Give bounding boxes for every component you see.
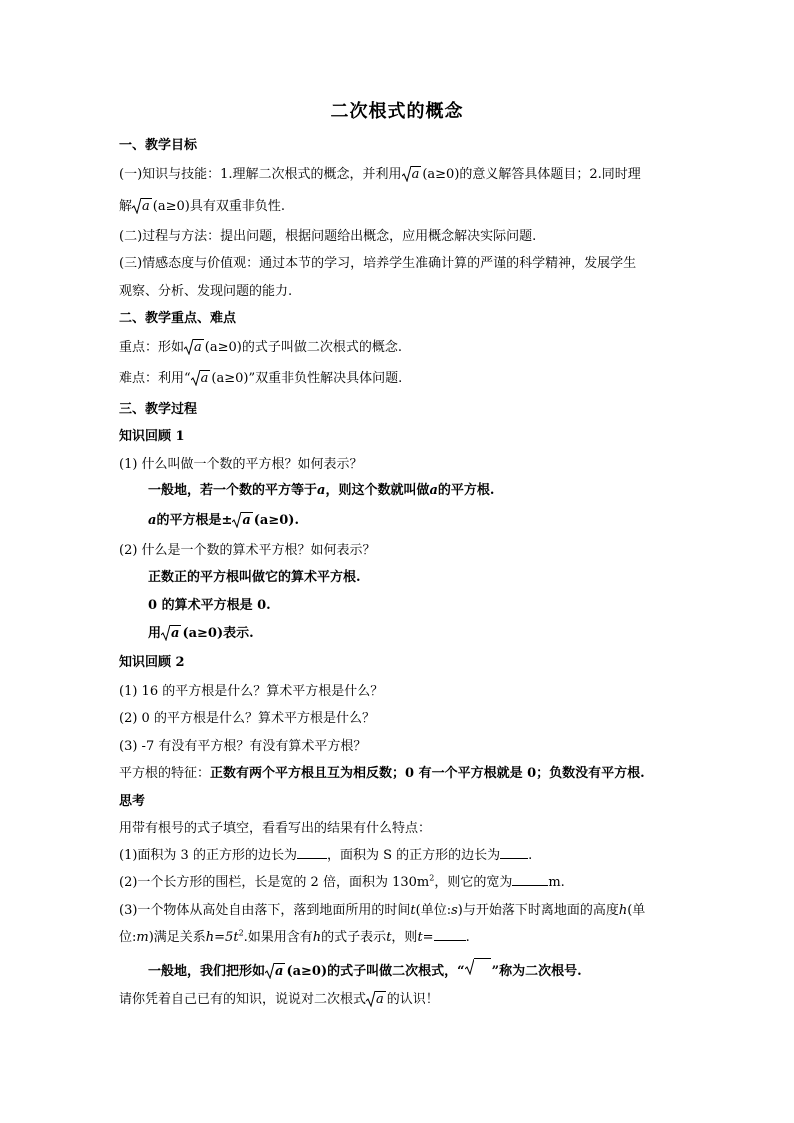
sqrt-arg: a (242, 513, 251, 528)
review-2-question-1: (1) 16 的平方根是什么？算术平方根是什么？ (119, 684, 384, 699)
text: m. (548, 875, 565, 890)
review-1-question-1: (1) 什么叫做一个数的平方根？如何表示？ (119, 457, 363, 472)
review-2-question-2: (2) 0 的平方根是什么？算术平方根是什么？ (119, 711, 375, 726)
fill-question-2 (119, 873, 565, 893)
var-h: h (312, 930, 322, 945)
superscript: 2 (429, 873, 435, 883)
answer-blank[interactable] (434, 928, 466, 941)
square-root-features (119, 764, 645, 784)
fill-question-1 (119, 846, 532, 866)
goal-attitude-line-1: (三)情感态度与价值观：通过本节的学习，培养学生准确计算的严谨的科学精神，发展学生 (119, 256, 637, 271)
goal-attitude-line-2: 观察、分析、发现问题的能力. (119, 284, 293, 299)
definition (148, 958, 582, 982)
superscript: 2 (238, 928, 244, 938)
text: 的平方根. (437, 483, 495, 498)
text: (单位: (415, 903, 452, 918)
goal-knowledge-line-1 (119, 165, 641, 185)
answer-blank[interactable] (512, 873, 548, 886)
review-1-heading: 知识回顾 1 (119, 429, 185, 444)
text: 一般地，我们把形如 (148, 964, 266, 979)
condition: (a≥0) (253, 513, 295, 528)
text: 一般地，若一个数的平方等于 (148, 483, 318, 498)
text: ”称为二次根号. (491, 964, 582, 979)
text: ，则 (391, 930, 418, 945)
answer-1a (148, 481, 494, 501)
var-t: t (386, 930, 392, 945)
radical-bar (474, 958, 491, 975)
condition: (a≥0) (182, 626, 224, 641)
sqrt-arg: a (376, 992, 384, 1007)
sqrt-symbol (366, 990, 386, 1010)
sqrt-symbol (132, 197, 152, 217)
sqrt-arg: a (275, 964, 284, 979)
sqrt-symbol (161, 624, 181, 644)
text: ，面积为 S 的正方形的边长为 (326, 848, 501, 863)
sqrt-symbol (232, 511, 252, 531)
text: 解 (119, 199, 133, 214)
text: 的认识！ (386, 992, 439, 1007)
sqrt-arg: a (142, 199, 150, 214)
condition: (a≥0) (211, 371, 249, 386)
sqrt-arg: a (194, 340, 202, 355)
text: 的式子叫做二次根式的概念. (241, 340, 402, 355)
text: 正数有两个平方根且互为相反数；0 有一个平方根就是 0；负数没有平方根. (210, 766, 645, 781)
fill-intro: 用带有根号的式子填空，看看写出的结果有什么特点： (119, 821, 432, 836)
condition: (a≥0) (152, 199, 190, 214)
text: . (465, 930, 470, 945)
text: )与开始落下时离地面的高度 (457, 903, 619, 918)
answer-2a: 正数正的平方根叫做它的算术平方根. (148, 570, 361, 585)
var-a: a (317, 483, 326, 498)
section-heading-process: 三、教学过程 (119, 402, 198, 417)
condition: (a≥0) (286, 964, 328, 979)
text: (一)知识与技能：1.理解二次根式的概念，并利用 (119, 167, 402, 182)
var-a: a (148, 513, 157, 528)
condition: (a≥0) (422, 167, 460, 182)
text: ，则它的宽为 (434, 875, 513, 890)
text: 用 (148, 626, 162, 641)
sqrt-symbol (184, 338, 204, 358)
answer-blank[interactable] (500, 846, 528, 859)
sqrt-symbol (402, 165, 422, 185)
text: 请你凭着自己已有的知识，说说对二次根式 (119, 992, 367, 1007)
text: 重点：形如 (119, 340, 185, 355)
review-1-question-2: (2) 什么是一个数的算术平方根？如何表示？ (119, 543, 376, 558)
unit-s: s (451, 903, 458, 918)
text: 难点：利用“ (119, 371, 191, 386)
answer-blank[interactable] (297, 846, 327, 859)
text: .如果用含有 (243, 930, 313, 945)
key-point (119, 338, 402, 358)
text: (2)一个长方形的围栏，长是宽的 2 倍，面积为 130m (119, 875, 430, 890)
sqrt-symbol (265, 962, 285, 982)
text: 具有双重非负性. (189, 199, 285, 214)
fill-question-3-line-2 (119, 928, 470, 948)
goal-process: (二)过程与方法：提出问题，根据问题给出概念，应用概念解决实际问题. (119, 229, 537, 244)
text: 位: (119, 930, 137, 945)
var-h: h (618, 903, 628, 918)
page-title: 二次根式的概念 (330, 101, 464, 122)
text: . (294, 513, 299, 528)
unit-m: m (136, 930, 149, 945)
text: 的意义解答具体题目；2.同时理 (459, 167, 641, 182)
sqrt-arg: a (200, 371, 209, 386)
text: (3)一个物体从高处自由落下，落到地面所用的时间 (119, 903, 411, 918)
closing-prompt (119, 990, 439, 1010)
sqrt-arg: a (171, 626, 180, 641)
text: )满足关系 (148, 930, 206, 945)
goal-knowledge-line-2 (119, 197, 285, 217)
formula: h=5t (205, 930, 239, 945)
sqrt-arg: a (411, 167, 420, 182)
text: 平方根的特征： (119, 766, 211, 781)
text: 的式子叫做二次根式，“ (327, 964, 465, 979)
text: ，则这个数就叫做 (325, 483, 430, 498)
text: ”双重非负性解决具体问题. (248, 371, 403, 386)
var-a: a (429, 483, 438, 498)
text: (1)面积为 3 的正方形的边长为 (119, 848, 297, 863)
answer-1b (148, 511, 299, 531)
section-heading-objectives: 一、教学目标 (119, 138, 198, 153)
text: 的平方根是± (156, 513, 233, 528)
think-heading: 思考 (119, 794, 146, 809)
var-t: t= (417, 930, 434, 945)
sqrt-symbol (191, 369, 211, 389)
answer-2b: 0 的算术平方根是 0. (148, 598, 271, 613)
text: (单 (627, 903, 646, 918)
radical-sign (465, 958, 491, 982)
fill-question-3-line-1 (119, 901, 645, 921)
section-heading-key-points: 二、教学重点、难点 (119, 311, 237, 326)
text: . (528, 848, 533, 863)
review-2-heading: 知识回顾 2 (119, 655, 185, 670)
var-t: t (410, 903, 416, 918)
review-2-question-3: (3) -7 有没有平方根？有没有算术平方根？ (119, 739, 367, 754)
difficulty (119, 369, 402, 389)
text: 表示. (223, 626, 254, 641)
condition: (a≥0) (204, 340, 242, 355)
answer-2c (148, 624, 254, 644)
text: 的式子表示 (321, 930, 387, 945)
